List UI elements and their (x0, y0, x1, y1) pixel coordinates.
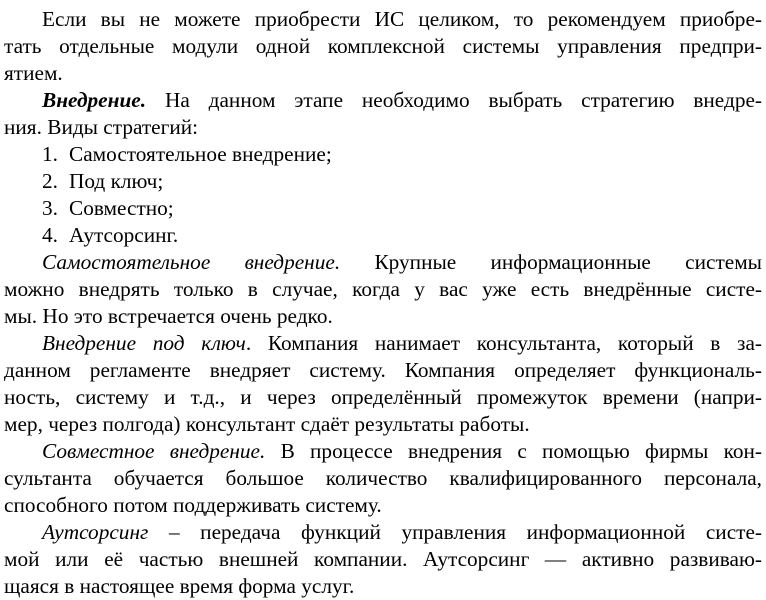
list-item-number: 4. (42, 223, 58, 247)
list-item (4, 141, 762, 168)
paragraph-3-text: мы. Но это встречается очень редко. (4, 304, 333, 328)
list-item-text: Совместно; (69, 196, 174, 220)
list-item-text: Аутсорсинг. (69, 223, 179, 247)
paragraph-3-text: можно внедрять только в случае, когда у вас уже есть внедрённые систе- (4, 277, 762, 301)
list-item-number: 2. (42, 169, 58, 193)
paragraph-3-text: Крупные информационные системы (374, 250, 762, 274)
paragraph-4-line-3 (4, 384, 762, 411)
paragraph-5-line-1 (4, 438, 762, 465)
paragraph-4-text: ность, систему и т.д., и через определённый промежуток времени (напри- (4, 385, 762, 409)
paragraph-1-line-1 (4, 6, 762, 33)
paragraph-6-line-1 (4, 519, 762, 546)
paragraph-2-line-2 (4, 114, 762, 141)
paragraph-2-text: ния. Виды стратегий: (4, 115, 199, 139)
paragraph-5-text: способного потом поддерживать систему. (4, 493, 382, 517)
paragraph-5-text: В процессе внедрения с помощью фирмы кон- (280, 439, 762, 463)
paragraph-1-text: ятием. (4, 61, 63, 85)
paragraph-6-text: мой или её частью внешней компании. Аутсорсинг — активно развиваю- (4, 547, 762, 571)
list-item (4, 195, 762, 222)
term-implementation: Внедрение. (42, 88, 147, 112)
list-item-text: Под ключ; (69, 169, 164, 193)
paragraph-5-text: сультанта обучается большое количество квалифицированного персонала, (4, 466, 762, 490)
paragraph-3-line-1 (4, 249, 762, 276)
paragraph-1-text: Если вы не можете приобрести ИС целиком, то рекомендуем приобре- (42, 7, 762, 31)
paragraph-4-line-1 (4, 330, 762, 357)
list-item (4, 222, 762, 249)
paragraph-2-text: На данном этапе необходимо выбрать стратегию внедре- (164, 88, 762, 112)
paragraph-2-line-1 (4, 87, 762, 114)
term-self-implementation: Самостоятельное внедрение. (42, 250, 341, 274)
paragraph-3-line-3 (4, 303, 762, 330)
paragraph-5-line-2 (4, 465, 762, 492)
paragraph-1-line-3 (4, 60, 762, 87)
list-item-number: 3. (42, 196, 58, 220)
paragraph-4-line-4 (4, 411, 762, 438)
list-item-number: 1. (42, 142, 58, 166)
term-joint-implementation: Совместное внедрение. (42, 439, 266, 463)
paragraph-6-line-3 (4, 573, 762, 600)
paragraph-5-line-3 (4, 492, 762, 519)
paragraph-6-text: щаяся в настоящее время форма услуг. (4, 574, 355, 598)
term-turnkey-implementation: Внедрение под ключ (42, 331, 246, 355)
paragraph-3-line-2 (4, 276, 762, 303)
paragraph-4-text: мер, через полгода) консультант сдаёт результаты работы. (4, 412, 530, 436)
list-item-text: Самостоятельное внедрение; (69, 142, 332, 166)
paragraph-4-text: . Компания нанимает консультанта, который в за- (245, 331, 762, 355)
paragraph-1-line-2 (4, 33, 762, 60)
paragraph-6-text: – передача функций управления информационной систе- (168, 520, 762, 544)
paragraph-6-line-2 (4, 546, 762, 573)
paragraph-4-line-2 (4, 357, 762, 384)
paragraph-1-text: тать отдельные модули одной комплексной системы управления предпри- (4, 34, 762, 58)
list-item (4, 168, 762, 195)
paragraph-4-text: данном регламенте внедряет систему. Компания определяет функциональ- (4, 358, 762, 382)
term-outsourcing: Аутсорсинг (42, 520, 149, 544)
